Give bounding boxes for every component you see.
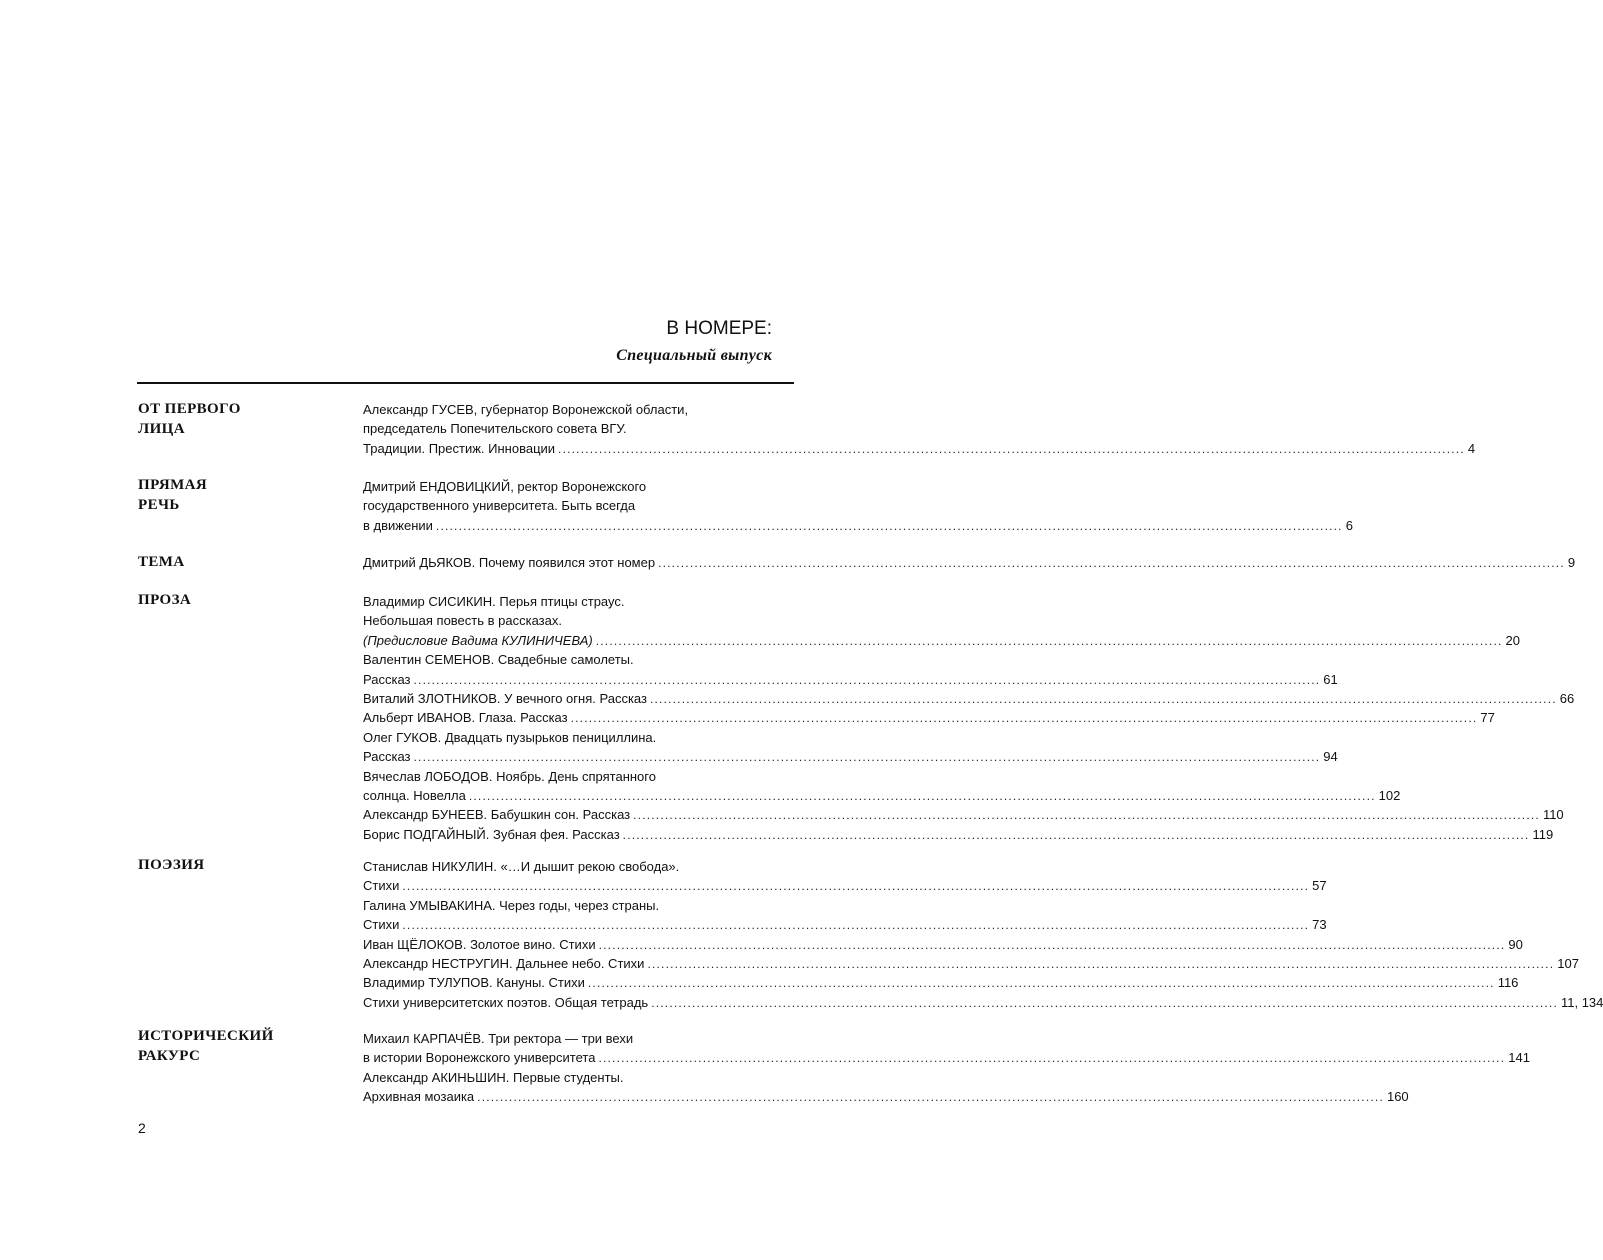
- section-title-theme: ТЕМА: [138, 554, 185, 570]
- entries-prose: [363, 592, 1575, 844]
- toc-page-number: 9: [1567, 555, 1576, 570]
- section-title-direct-speech: ПРЯМАЯ РЕЧЬ: [138, 477, 208, 513]
- entries-theme: [363, 553, 1576, 572]
- toc-line: [363, 805, 1564, 824]
- toc-line: [363, 553, 1576, 572]
- dot-leader: ........................................................................................................................................................................................................: [598, 1051, 1506, 1066]
- toc-line-text: Стихи университетских поэтов. Общая тетрадь: [363, 994, 649, 1010]
- toc-page-number: 102: [1378, 787, 1401, 803]
- dot-leader: ........................................................................................................................................................................................................: [658, 556, 1565, 570]
- header-title: В НОМЕРЕ:: [666, 318, 772, 339]
- toc-line: [363, 973, 1519, 992]
- dot-leader: ........................................................................................................................................................................................................: [587, 976, 1495, 991]
- toc-page-number: 77: [1480, 710, 1495, 726]
- toc-line: [363, 728, 769, 747]
- toc-line: [363, 592, 769, 611]
- toc-line: [363, 477, 769, 496]
- toc-line-text: Виталий ЗЛОТНИКОВ. У вечного огня. Рассказ: [363, 690, 647, 706]
- entries-first-person: [363, 400, 1476, 458]
- section-title-poetry: ПОЭЗИЯ: [138, 857, 205, 873]
- toc-page-number: 57: [1312, 878, 1327, 894]
- toc-page-number: 90: [1508, 936, 1523, 952]
- toc-line-text: Иван ЩЁЛОКОВ. Золотое вино. Стихи: [363, 936, 596, 952]
- toc-line-text: Дмитрий ДЬЯКОВ. Почему появился этот номер: [363, 555, 656, 570]
- dot-leader: ........................................................................................................................................................................................................: [477, 1090, 1384, 1105]
- header-subtitle: Специальный выпуск: [616, 347, 772, 364]
- toc-line: [363, 689, 1575, 708]
- toc-line-text: государственного университета. Быть всегда: [363, 498, 636, 514]
- toc-line: [363, 419, 769, 438]
- toc-line-text: Стихи: [363, 917, 400, 933]
- toc-line: [363, 767, 769, 786]
- toc-line: [363, 876, 1327, 895]
- toc-line-text: Небольшая повесть в рассказах.: [363, 613, 562, 629]
- toc-page-number: 66: [1559, 690, 1575, 706]
- toc-line-text: Станислав НИКУЛИН. «…И дышит рекою свобода».: [363, 859, 680, 874]
- entries-poetry: [363, 857, 1603, 1012]
- toc-line-text: Дмитрий ЕНДОВИЦКИЙ, ректор Воронежского: [363, 479, 647, 494]
- section-title-first-person: ОТ ПЕРВОГО ЛИЦА: [138, 401, 241, 437]
- toc-page-number: 11, 134: [1560, 994, 1603, 1010]
- dot-leader: ........................................................................................................................................................................................................: [598, 937, 1506, 952]
- toc-line: [363, 1068, 769, 1087]
- toc-line: [363, 993, 1603, 1012]
- toc-line: [363, 1087, 1409, 1106]
- toc-line-text: Михаил КАРПАЧЁВ. Три ректора — три вехи: [363, 1031, 634, 1046]
- toc-line-text: Олег ГУКОВ. Двадцать пузырьков пенициллина.: [363, 729, 657, 745]
- dot-leader: ........................................................................................................................................................................................................: [413, 672, 1321, 687]
- toc-line-text: Галина УМЫВАКИНА. Через годы, через страны.: [363, 897, 660, 913]
- dot-leader: ........................................................................................................................................................................................................: [558, 441, 1465, 456]
- toc-line-text: Александр БУНЕЕВ. Бабушкин сон. Рассказ: [363, 807, 631, 823]
- toc-line-text: Рассказ: [363, 671, 411, 687]
- toc-page-number: 119: [1532, 826, 1554, 842]
- header-divider: [137, 382, 794, 384]
- dot-leader: ........................................................................................................................................................................................................: [468, 788, 1376, 803]
- toc-line-text: Традиции. Престиж. Инновации: [363, 440, 556, 456]
- toc-line: [363, 670, 1338, 689]
- dot-leader: ........................................................................................................................................................................................................: [435, 518, 1343, 533]
- toc-line: [363, 631, 1520, 650]
- toc-line: [363, 896, 769, 915]
- toc-line-text: Альберт ИВАНОВ. Глаза. Рассказ: [363, 710, 568, 726]
- toc-line: [363, 857, 769, 876]
- entries-historical: [363, 1029, 1530, 1107]
- toc-page-number: 110: [1542, 807, 1564, 823]
- toc-page-number: 94: [1323, 749, 1338, 765]
- toc-page-number: 20: [1505, 632, 1520, 648]
- section-title-historical: ИСТОРИЧЕСКИЙ РАКУРС: [138, 1028, 274, 1064]
- toc-line: [363, 825, 1554, 844]
- toc-line-text: Александр АКИНЬШИН. Первые студенты.: [363, 1069, 624, 1085]
- toc-page-number: 160: [1386, 1089, 1409, 1105]
- dot-leader: ........................................................................................................................................................................................................: [651, 995, 1558, 1010]
- toc-line: [363, 650, 769, 669]
- toc-line: [363, 1048, 1530, 1067]
- toc-page-number: 61: [1323, 671, 1338, 687]
- entries-direct-speech: [363, 477, 1353, 535]
- toc-line: [363, 439, 1476, 458]
- toc-line-text: Александр НЕСТРУГИН. Дальнее небо. Стихи: [363, 955, 645, 971]
- toc-line-text: (Предисловие Вадима КУЛИНИЧЕВА): [363, 632, 593, 648]
- toc-line: [363, 1029, 769, 1048]
- toc-line: [363, 516, 1353, 535]
- dot-leader: ........................................................................................................................................................................................................: [633, 808, 1540, 823]
- toc-line: [363, 954, 1579, 973]
- toc-line-text: в истории Воронежского университета: [363, 1050, 596, 1066]
- toc-line-text: Рассказ: [363, 749, 411, 765]
- toc-line-text: Стихи: [363, 878, 400, 894]
- toc-line-text: Вячеслав ЛОБОДОВ. Ноябрь. День спрятанного: [363, 768, 656, 784]
- toc-line-text: солнца. Новелла: [363, 787, 466, 803]
- toc-line: [363, 786, 1401, 805]
- toc-line: [363, 915, 1327, 934]
- toc-line-text: в движении: [363, 517, 433, 533]
- toc-line-text: Александр ГУСЕВ, губернатор Воронежской области,: [363, 402, 689, 417]
- toc-line: [363, 935, 1523, 954]
- toc-page-number: 116: [1497, 975, 1519, 991]
- dot-leader: ........................................................................................................................................................................................................: [622, 827, 1530, 842]
- dot-leader: ........................................................................................................................................................................................................: [402, 879, 1310, 894]
- dot-leader: ........................................................................................................................................................................................................: [402, 918, 1310, 933]
- toc-line: [363, 708, 1495, 727]
- toc-line-text: Архивная мозаика: [363, 1089, 475, 1105]
- toc-page-number: 6: [1345, 517, 1353, 533]
- dot-leader: ........................................................................................................................................................................................................: [570, 711, 1478, 726]
- toc-line: [363, 611, 769, 630]
- toc-line-text: Валентин СЕМЕНОВ. Свадебные самолеты.: [363, 652, 634, 668]
- section-title-prose: ПРОЗА: [138, 592, 192, 608]
- toc-line: [363, 496, 769, 515]
- toc-page-number: 73: [1312, 917, 1327, 933]
- page-number: 2: [138, 1120, 146, 1136]
- dot-leader: ........................................................................................................................................................................................................: [649, 691, 1557, 706]
- toc-line: [363, 400, 769, 419]
- toc-line-text: Борис ПОДГАЙНЫЙ. Зубная фея. Рассказ: [363, 826, 620, 842]
- toc-line-text: Владимир ТУЛУПОВ. Кануны. Стихи: [363, 975, 585, 991]
- toc-page-number: 141: [1508, 1050, 1530, 1066]
- dot-leader: ........................................................................................................................................................................................................: [413, 750, 1321, 765]
- toc-page-number: 107: [1557, 955, 1579, 971]
- toc-page-number: 4: [1467, 440, 1476, 456]
- toc-line-text: председатель Попечительского совета ВГУ.: [363, 421, 627, 437]
- dot-leader: ........................................................................................................................................................................................................: [595, 633, 1503, 648]
- dot-leader: ........................................................................................................................................................................................................: [647, 956, 1555, 971]
- toc-line: [363, 747, 1338, 766]
- toc-line-text: Владимир СИСИКИН. Перья птицы страус.: [363, 594, 625, 609]
